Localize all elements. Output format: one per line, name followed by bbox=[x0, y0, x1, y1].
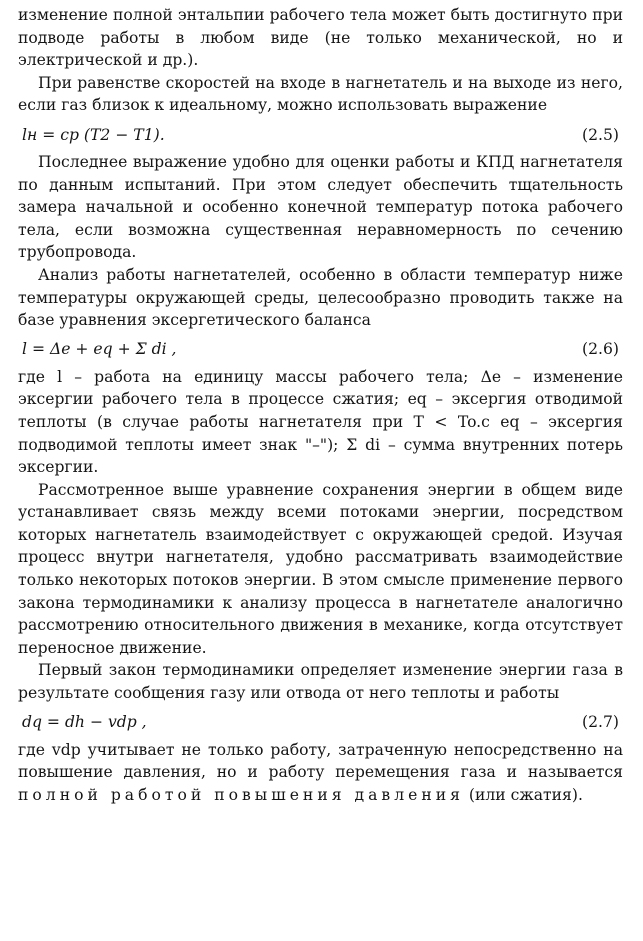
formula-2-7 bbox=[18, 711, 623, 735]
paragraph-4: Анализ работы нагнетателей, особенно в области температур ниже температуры окружающей среды, целесообразно проводить также на базе уравнения эксергетического баланса bbox=[18, 265, 623, 330]
paragraph-5: где l – работа на единицу массы рабочего тела; Δe – изменение эксергии рабочего тела в процессе сжатия; eq – эксергия отводимой теплоты (в случае работы нагнетателя при T < To.c eq – эксергия подводимой теплоты имеет знак "–"); Σ di – сумма внутренних потерь эксергии. bbox=[18, 367, 623, 477]
paragraph-8-end: (или сжатия). bbox=[463, 785, 583, 804]
paragraph-8-start: где vdp учитывает не только работу, затраченную непосредственно на повышение давления, но и работу перемещения газа и называется bbox=[18, 740, 623, 782]
paragraph-8-term: полной работой повышения давления bbox=[18, 785, 464, 804]
paragraph-8 bbox=[18, 739, 623, 807]
formula-2-5 bbox=[18, 123, 623, 147]
formula-2-5-number: (2.5) bbox=[582, 125, 619, 144]
paragraph-3: Последнее выражение удобно для оценки работы и КПД нагнетателя по данным испытаний. При этом следует обеспечить тщательность замера начальной и особенно конечной температур потока рабочего тела, если возможна существенная неравномерность по сечению трубопровода. bbox=[18, 152, 623, 262]
paragraph-2: При равенстве скоростей на входе в нагнетатель и на выходе из него, если газ близок к идеальному, можно использовать выражение bbox=[18, 73, 623, 115]
formula-2-6 bbox=[18, 338, 623, 362]
formula-2-6-number: (2.6) bbox=[582, 340, 619, 359]
paragraph-1: изменение полной энтальпии рабочего тела может быть достигнуто при подводе работы в любом виде (не только механической, но и электрической и др.). bbox=[18, 6, 623, 70]
formula-2-7-expression: dq = dh − vdp , bbox=[22, 713, 147, 732]
formula-2-7-number: (2.7) bbox=[582, 713, 619, 732]
formula-2-6-expression: l = Δe + eq + Σ di , bbox=[22, 340, 177, 359]
paragraph-6: Рассмотренное выше уравнение сохранения энергии в общем виде устанавливает связь между всеми потоками энергии, посредством которых нагнетатель взаимодействует с окружающей средой. Изучая процесс внутри нагнетателя, удобно рассматривать взаимодействие только некоторых потоков энергии. В этом смысле применение первого закона термодинамики к анализу процесса в нагнетателе аналогично рассмотрению относительного движения в механике, когда отсутствует переносное движение. bbox=[18, 480, 623, 657]
paragraph-7: Первый закон термодинамики определяет изменение энергии газа в результате сообщения газу или отвода от него теплоты и работы bbox=[18, 661, 623, 703]
formula-2-5-expression: lн = cp (T2 − T1). bbox=[22, 125, 165, 144]
